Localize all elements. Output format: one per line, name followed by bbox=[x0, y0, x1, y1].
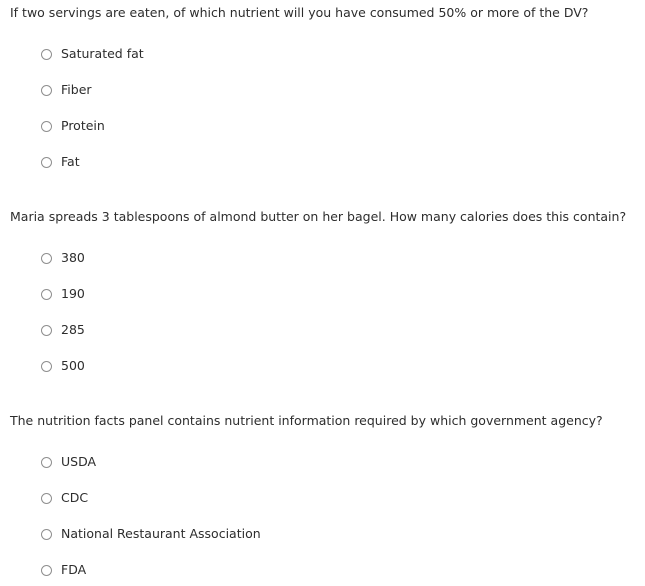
radio-button[interactable] bbox=[41, 49, 52, 60]
radio-button[interactable] bbox=[41, 85, 52, 96]
radio-button[interactable] bbox=[41, 565, 52, 576]
question-2-option-2[interactable] bbox=[41, 285, 85, 303]
question-3-option-2[interactable] bbox=[41, 489, 88, 507]
radio-button[interactable] bbox=[41, 121, 52, 132]
radio-button[interactable] bbox=[41, 289, 52, 300]
radio-button[interactable] bbox=[41, 493, 52, 504]
question-1-option-3[interactable] bbox=[41, 117, 105, 135]
question-2 bbox=[10, 209, 640, 225]
radio-button[interactable] bbox=[41, 253, 52, 264]
option-label: Fiber bbox=[61, 82, 92, 97]
radio-button[interactable] bbox=[41, 529, 52, 540]
option-label: National Restaurant Association bbox=[61, 526, 261, 541]
option-label: Saturated fat bbox=[61, 46, 144, 61]
question-1-option-1[interactable] bbox=[41, 45, 144, 63]
radio-button[interactable] bbox=[41, 457, 52, 468]
question-1 bbox=[10, 5, 640, 21]
question-2-option-3[interactable] bbox=[41, 321, 85, 339]
option-label: Protein bbox=[61, 118, 105, 133]
question-2-text: Maria spreads 3 tablespoons of almond butter on her bagel. How many calories does this contain? bbox=[10, 209, 627, 224]
option-label: 500 bbox=[61, 358, 85, 373]
question-3 bbox=[10, 413, 640, 429]
radio-button[interactable] bbox=[41, 325, 52, 336]
question-2-option-1[interactable] bbox=[41, 249, 85, 267]
question-3-option-4[interactable] bbox=[41, 561, 86, 579]
question-1-text: If two servings are eaten, of which nutrient will you have consumed 50% or more of the DV? bbox=[10, 5, 589, 20]
question-3-option-1[interactable] bbox=[41, 453, 96, 471]
option-label: FDA bbox=[61, 562, 87, 577]
question-3-option-3[interactable] bbox=[41, 525, 261, 543]
option-label: 380 bbox=[61, 250, 85, 265]
radio-button[interactable] bbox=[41, 157, 52, 168]
question-1-option-2[interactable] bbox=[41, 81, 92, 99]
option-label: USDA bbox=[61, 454, 97, 469]
option-label: Fat bbox=[61, 154, 80, 169]
question-1-option-4[interactable] bbox=[41, 153, 80, 171]
question-2-option-4[interactable] bbox=[41, 357, 85, 375]
option-label: CDC bbox=[61, 490, 89, 505]
question-3-text: The nutrition facts panel contains nutrient information required by which government agency? bbox=[10, 413, 603, 428]
radio-button[interactable] bbox=[41, 361, 52, 372]
option-label: 190 bbox=[61, 286, 85, 301]
option-label: 285 bbox=[61, 322, 85, 337]
